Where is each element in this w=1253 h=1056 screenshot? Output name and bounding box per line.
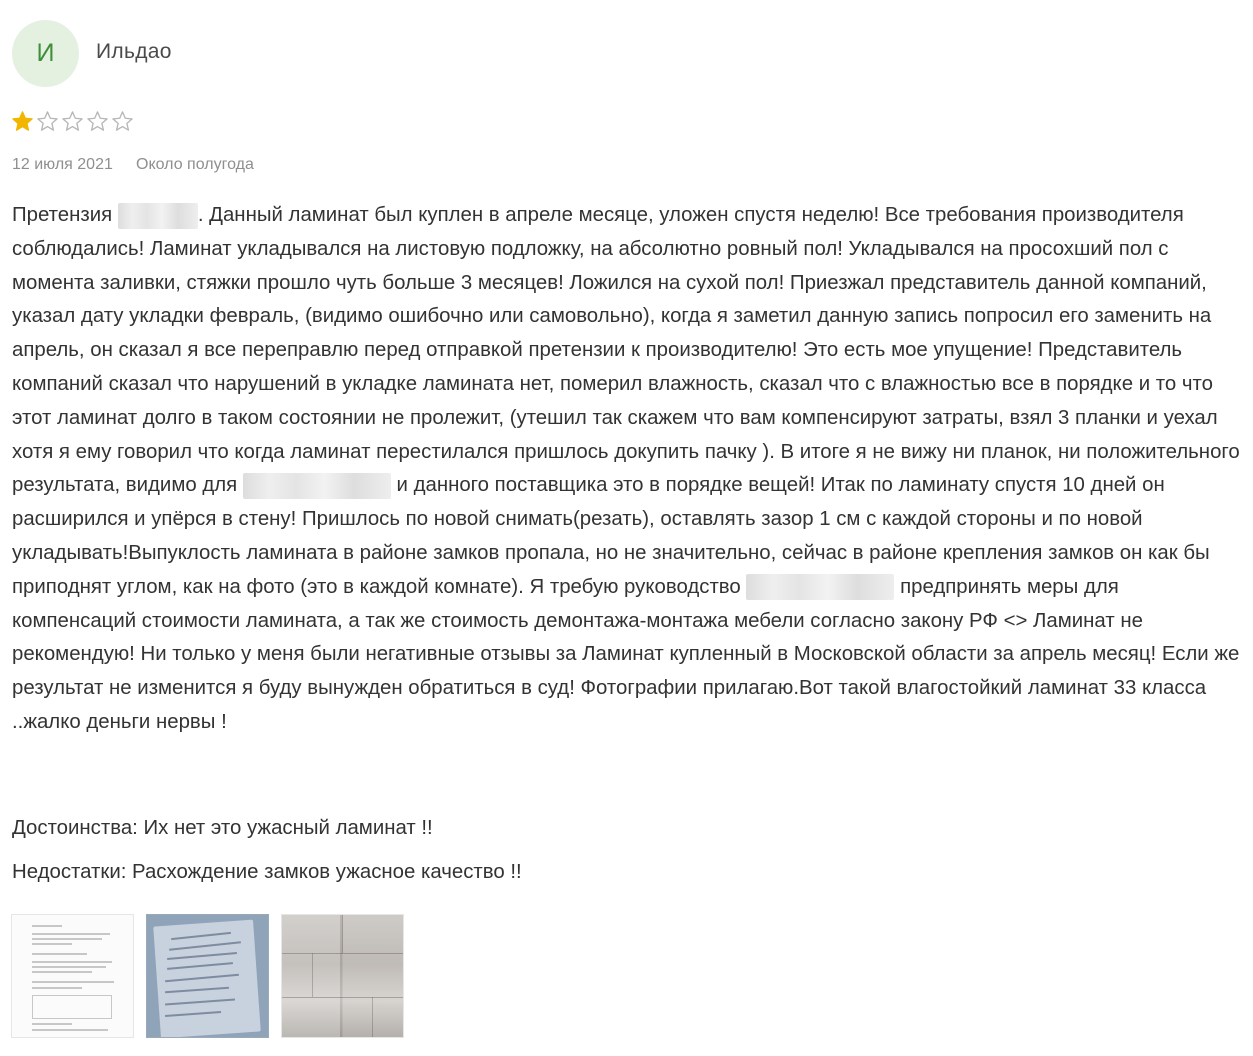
avatar [12, 20, 79, 87]
review-text-part-1: Претензия [12, 204, 113, 226]
usage-period: Около полугода [136, 156, 254, 173]
review-text-part-2: . Данный ламинат был куплен в апреле месяце, уложен спустя неделю! Все требования производителя соблюдались! Ламинат укладывался на листовую подложку, на абсолютно ровный пол! Укладывался на просохший пол с момента заливки, стяжки прошло чуть больше 3 месяцев! Ложился на сухой пол! Приезжал представитель данной компаний, указал дату укладки февраль, (видимо ошибочно или самовольно), когда я заметил данную запись попросил его заменить на апрель, он сказал я все переправлю перед отправкой претензии к производителю! Это есть мое упущение! Представитель компаний сказал что нарушений в укладке ламината нет, померил влажность, сказал что с влажностью все в порядке и то что этот ламинат долго в таком состоянии не пролежит, (утешил так скажем что вам компенсируют затраты, взял 3 планки и уехал хотя я ему говорил что когда ламинат перестилался пришлось докупить пачку ). В итоге я не вижу ни планок, ни положительного результата, видимо для [12, 204, 1240, 497]
redacted-company-name [746, 574, 894, 600]
review-date: 12 июля 2021 [12, 156, 113, 173]
star-empty-icon [86, 110, 109, 133]
star-empty-icon [61, 110, 84, 133]
cons-text: Недостатки: Расхождение замков ужасное качество !! [12, 861, 522, 883]
rating-stars [11, 110, 134, 133]
review-text [12, 199, 1247, 740]
pros-text: Достоинства: Их нет это ужасный ламинат !! [12, 817, 433, 839]
review-text-part-4: предпринять меры для компенсаций стоимости ламината, а так же стоимость демонтажа-монтажа мебели согласно закону РФ <> Ламинат не рекомендую! Ни только у меня были негативные отзывы за Ламинат купленный в Московской области за апрель месяц! Если же результат не изменится я буду вынужден обратиться в суд! Фотографии прилагаю.Вот такой влагостойкий ламинат 33 класса ..жалко деньги нервы ! [12, 575, 1240, 733]
redacted-company-name [243, 473, 391, 499]
avatar-initial: И [36, 39, 55, 67]
author-name: Ильдао [96, 40, 172, 63]
photo-thumbnail-laminate-floor[interactable] [281, 914, 404, 1038]
photo-gallery [11, 914, 404, 1038]
star-empty-icon [36, 110, 59, 133]
redacted-company-name [118, 203, 198, 229]
photo-thumbnail-paper[interactable] [146, 914, 269, 1038]
review-text-part-3: и данного поставщика это в порядке вещей! Итак по ламинату спустя 10 дней он расширился и упёрся в стену! Пришлось по новой снимать(резать), оставлять зазор 1 см с каждой стороны и по новой укладывать!Выпуклость ламината в районе замков пропала, но не значительно, сейчас в районе крепления замков он как бы приподнят углом, как на фото (это в каждой комнате). Я требую руководство [12, 474, 1210, 598]
star-empty-icon [111, 110, 134, 133]
star-filled-icon [11, 110, 34, 133]
photo-thumbnail-document[interactable] [11, 914, 134, 1038]
